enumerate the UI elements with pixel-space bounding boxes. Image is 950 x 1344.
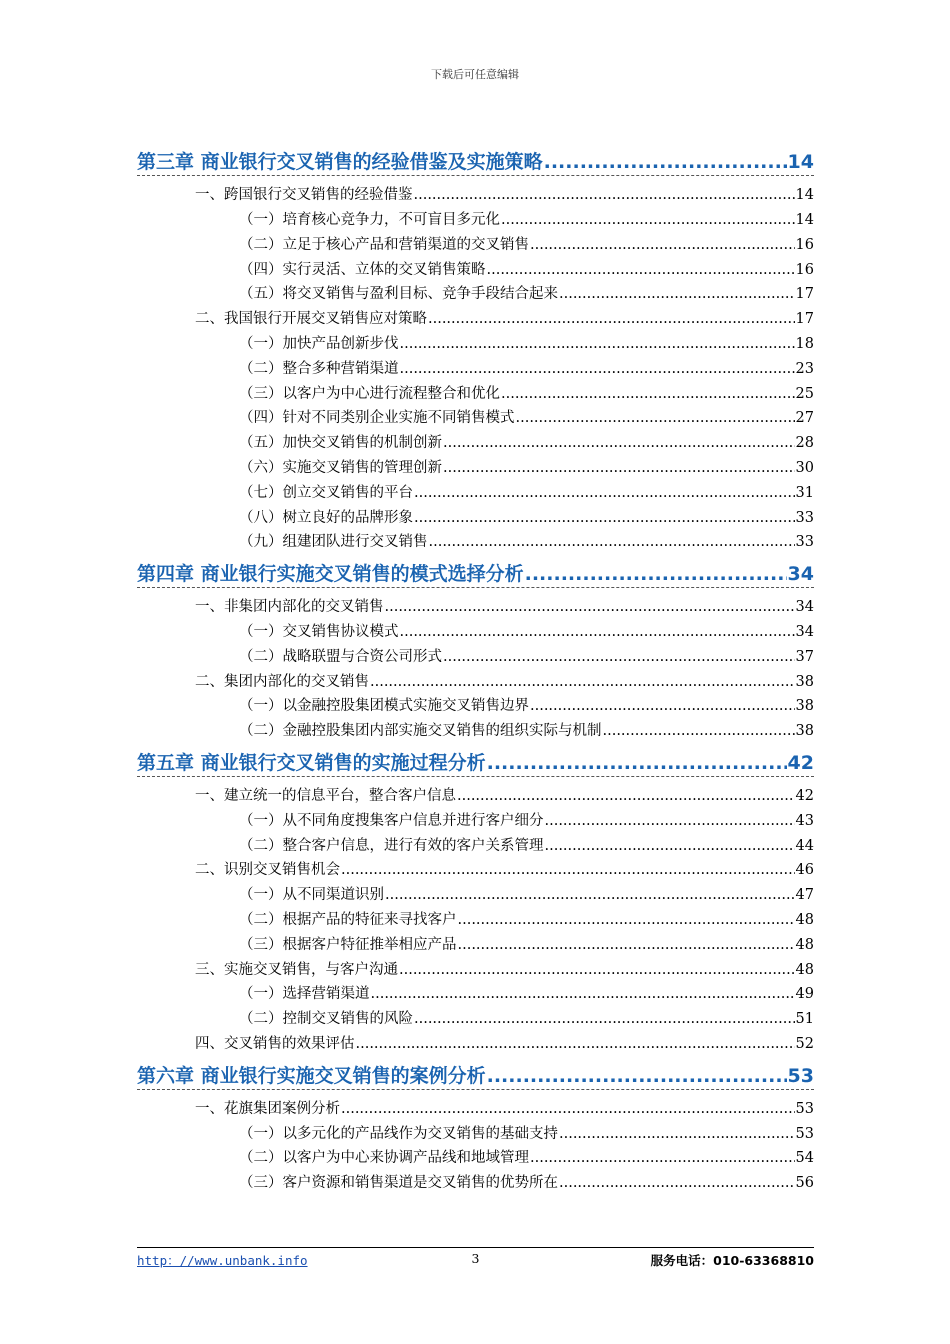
toc-page-number: 48 [795, 912, 814, 929]
toc-subsection-entry[interactable] [137, 230, 814, 255]
toc-dot-leader [443, 461, 795, 476]
toc-dot-leader [414, 511, 795, 526]
toc-page-number: 33 [795, 534, 814, 551]
toc-page-number: 34 [795, 624, 814, 641]
toc-page-number: 49 [795, 986, 814, 1003]
toc-entry-title: （二）战略联盟与合资公司形式 [239, 648, 442, 665]
toc-page-number: 38 [795, 673, 814, 690]
toc-section-entry[interactable] [137, 781, 814, 806]
toc-entry-title: （九）组建团队进行交叉销售 [239, 534, 428, 551]
toc-subsection-entry[interactable] [137, 716, 814, 741]
toc-subsection-entry[interactable] [137, 830, 814, 855]
toc-entry-title: 一、跨国银行交叉销售的经验借鉴 [195, 187, 413, 204]
toc-entry-title: （三）客户资源和销售渠道是交叉销售的优势所在 [239, 1175, 558, 1192]
toc-section-entry[interactable] [137, 180, 814, 205]
toc-subsection-entry[interactable] [137, 691, 814, 716]
header-note: 下载后可任意编辑 [431, 68, 519, 81]
toc-dot-leader [559, 287, 795, 302]
toc-chapter-heading[interactable] [137, 552, 814, 588]
toc-page-number: 37 [795, 648, 814, 665]
toc-subsection-entry[interactable] [137, 642, 814, 667]
toc-subsection-entry[interactable] [137, 617, 814, 642]
toc-entry-title: （六）实施交叉销售的管理创新 [239, 460, 442, 477]
toc-subsection-entry[interactable] [137, 378, 814, 403]
toc-entry-title: （一）培育核心竞争力，不可盲目多元化 [239, 212, 500, 229]
toc-dot-leader [428, 312, 795, 327]
toc-page-number: 48 [795, 961, 814, 978]
toc-dot-leader [501, 387, 795, 402]
toc-entry-title: （二）根据产品的特征来寻找客户 [239, 912, 457, 929]
toc-entry-title: （八）树立良好的品牌形象 [239, 509, 413, 526]
toc-entry-title: （四）针对不同类别企业实施不同销售模式 [239, 410, 515, 427]
toc-page-number: 53 [795, 1100, 814, 1117]
toc-page-number: 17 [795, 286, 814, 303]
toc-page-number: 34 [787, 562, 814, 585]
toc-subsection-entry[interactable] [137, 329, 814, 354]
toc-dot-leader [545, 839, 795, 854]
toc-dot-leader [371, 987, 795, 1002]
toc-entry-title: （二）以客户为中心来协调产品线和地域管理 [239, 1150, 529, 1167]
toc-subsection-entry[interactable] [137, 880, 814, 905]
toc-dot-leader [545, 814, 795, 829]
footer-phone: 服务电话：010-63368810 [650, 1253, 814, 1268]
toc-subsection-entry[interactable] [137, 1118, 814, 1143]
toc-subsection-entry[interactable] [137, 930, 814, 955]
toc-page-number: 18 [795, 336, 814, 353]
toc-page-number: 52 [795, 1036, 814, 1052]
toc-page-number: 14 [795, 187, 814, 204]
toc-dot-leader [341, 1102, 795, 1117]
toc-subsection-entry[interactable] [137, 1143, 814, 1168]
toc-page-number: 30 [795, 460, 814, 477]
toc-page-number: 23 [795, 360, 814, 377]
toc-dot-leader [530, 1151, 795, 1166]
toc-subsection-entry[interactable] [137, 1004, 814, 1029]
toc-entry-title: （五）加快交叉销售的机制创新 [239, 435, 442, 452]
toc-dot-leader [385, 888, 795, 903]
toc-page-number: 56 [795, 1175, 814, 1192]
toc-chapter-heading[interactable] [137, 741, 814, 777]
toc-page-number: 27 [795, 410, 814, 427]
toc-subsection-entry[interactable] [137, 453, 814, 478]
toc-entry-title: 二、集团内部化的交叉销售 [195, 673, 369, 690]
toc-entry-title: 第三章 商业银行交叉销售的经验借鉴及实施策略 [137, 151, 543, 173]
toc-page-number: 47 [795, 887, 814, 904]
toc-page-number: 25 [795, 385, 814, 402]
page-footer [137, 1247, 814, 1269]
toc-page-number: 43 [795, 812, 814, 829]
toc-entry-title: （三）根据客户特征推举相应产品 [239, 936, 457, 953]
toc-entry-title: （二）整合客户信息，进行有效的客户关系管理 [239, 837, 544, 854]
toc-dot-leader [443, 436, 795, 451]
toc-entry-title: （二）立足于核心产品和营销渠道的交叉销售 [239, 236, 529, 253]
toc-dot-leader [559, 1176, 795, 1191]
toc-entry-title: 一、建立统一的信息平台，整合客户信息 [195, 788, 456, 805]
footer-page-number: 3 [471, 1251, 480, 1266]
toc-dot-leader [414, 486, 795, 501]
toc-page-number: 17 [795, 311, 814, 328]
toc-dot-leader [525, 565, 787, 584]
toc-page-number: 46 [795, 862, 814, 879]
toc-dot-leader [516, 411, 795, 426]
toc-section-entry[interactable] [137, 666, 814, 691]
toc-page-number: 33 [795, 509, 814, 526]
toc-entry-title: 第五章 商业银行交叉销售的实施过程分析 [137, 751, 486, 774]
toc-entry-title: （一）从不同角度搜集客户信息并进行客户细分 [239, 812, 544, 829]
toc-section-entry[interactable] [137, 1094, 814, 1119]
toc-entry-title: （二）控制交叉销售的风险 [239, 1011, 413, 1028]
toc-subsection-entry[interactable] [137, 403, 814, 428]
toc-subsection-entry[interactable] [137, 205, 814, 230]
toc-subsection-entry[interactable] [137, 279, 814, 304]
toc-page-number: 31 [795, 484, 814, 501]
toc-subsection-entry[interactable] [137, 354, 814, 379]
toc-section-entry[interactable] [137, 304, 814, 329]
toc-subsection-entry[interactable] [137, 979, 814, 1004]
toc-entry-title: （一）以金融控股集团模式实施交叉销售边界 [239, 698, 529, 715]
toc-entry-title: 第六章 商业银行实施交叉销售的案例分析 [137, 1064, 486, 1087]
toc-subsection-entry[interactable] [137, 1168, 814, 1193]
toc-dot-leader [458, 938, 795, 953]
toc-subsection-entry[interactable] [137, 806, 814, 831]
toc-entry-title: （一）加快产品创新步伐 [239, 336, 399, 353]
toc-entry-title: （二）整合多种营销渠道 [239, 360, 399, 377]
toc-dot-leader [457, 789, 795, 804]
footer-url-link[interactable]: http：//www.unbank.info [137, 1253, 308, 1268]
toc-entry-title: （四）实行灵活、立体的交叉销售策略 [239, 261, 486, 278]
toc-entry-title: （一）以多元化的产品线作为交叉销售的基础支持 [239, 1125, 558, 1142]
toc-page-number: 44 [795, 837, 814, 854]
toc-chapter-heading[interactable] [137, 1054, 814, 1090]
toc-section-entry[interactable] [137, 592, 814, 617]
toc-entry-title: （七）创立交叉销售的平台 [239, 484, 413, 501]
toc-page-number: 53 [787, 1064, 814, 1087]
toc-subsection-entry[interactable] [137, 428, 814, 453]
toc-dot-leader [400, 625, 795, 640]
toc-entry-title: （一）选择营销渠道 [239, 986, 370, 1003]
toc-dot-leader [458, 913, 795, 928]
toc-dot-leader [559, 1127, 795, 1142]
toc-dot-leader [400, 337, 795, 352]
toc-entry-title: 四、交叉销售的效果评估 [195, 1036, 355, 1052]
toc-dot-leader [414, 188, 795, 203]
toc-page-number: 16 [795, 261, 814, 278]
toc-dot-leader [530, 699, 795, 714]
toc-page-number: 42 [795, 788, 814, 805]
toc-entry-title: 一、花旗集团案例分析 [195, 1100, 340, 1117]
toc-chapter-heading[interactable] [137, 140, 814, 176]
toc-entry-title: 第四章 商业银行实施交叉销售的模式选择分析 [137, 562, 524, 585]
toc-subsection-entry[interactable] [137, 527, 814, 552]
toc-section-entry[interactable] [137, 954, 814, 979]
toc-subsection-entry[interactable] [137, 905, 814, 930]
toc-entry-title: （五）将交叉销售与盈利目标、竞争手段结合起来 [239, 286, 558, 303]
toc-dot-leader [487, 263, 795, 278]
toc-entry-title: （二）金融控股集团内部实施交叉销售的组织实际与机制 [239, 723, 602, 740]
toc-dot-leader [603, 724, 795, 739]
toc-page-number: 54 [795, 1150, 814, 1167]
toc-dot-leader [487, 1067, 787, 1086]
toc-page-number: 34 [795, 599, 814, 616]
toc-dot-leader [429, 535, 795, 550]
toc-dot-leader [399, 963, 795, 978]
toc-page-number: 51 [795, 1011, 814, 1028]
toc-page-number: 38 [795, 723, 814, 740]
toc-dot-leader [400, 362, 795, 377]
toc-entry-title: （三）以客户为中心进行流程整合和优化 [239, 385, 500, 402]
toc-subsection-entry[interactable] [137, 478, 814, 503]
toc-dot-leader [501, 213, 795, 228]
toc-entry-title: 二、我国银行开展交叉销售应对策略 [195, 311, 427, 328]
toc-page-number: 28 [795, 435, 814, 452]
toc-dot-leader [341, 863, 795, 878]
toc-subsection-entry[interactable] [137, 502, 814, 527]
toc-page-number: 42 [787, 751, 814, 774]
toc-page-number: 53 [795, 1125, 814, 1142]
toc-entry-title: 一、非集团内部化的交叉销售 [195, 599, 384, 616]
toc-dot-leader [487, 754, 787, 773]
toc-section-entry[interactable] [137, 1029, 814, 1054]
toc-dot-leader [370, 675, 795, 690]
toc-entry-title: （一）从不同渠道识别 [239, 887, 384, 904]
toc-dot-leader [544, 153, 787, 172]
toc-page-number: 16 [795, 236, 814, 253]
toc-dot-leader [356, 1037, 795, 1052]
toc-subsection-entry[interactable] [137, 254, 814, 279]
toc-page-number: 14 [795, 212, 814, 229]
toc-page-number: 38 [795, 698, 814, 715]
toc-dot-leader [414, 1012, 795, 1027]
toc-entry-title: 三、实施交叉销售，与客户沟通 [195, 961, 398, 978]
toc-page-number: 14 [787, 151, 814, 173]
toc-page-number: 48 [795, 936, 814, 953]
toc-dot-leader [385, 600, 795, 615]
table-of-contents [137, 140, 814, 1193]
toc-entry-title: 二、识别交叉销售机会 [195, 862, 340, 879]
toc-dot-leader [443, 650, 795, 665]
toc-section-entry[interactable] [137, 855, 814, 880]
toc-entry-title: （一）交叉销售协议模式 [239, 624, 399, 641]
toc-dot-leader [530, 238, 795, 253]
